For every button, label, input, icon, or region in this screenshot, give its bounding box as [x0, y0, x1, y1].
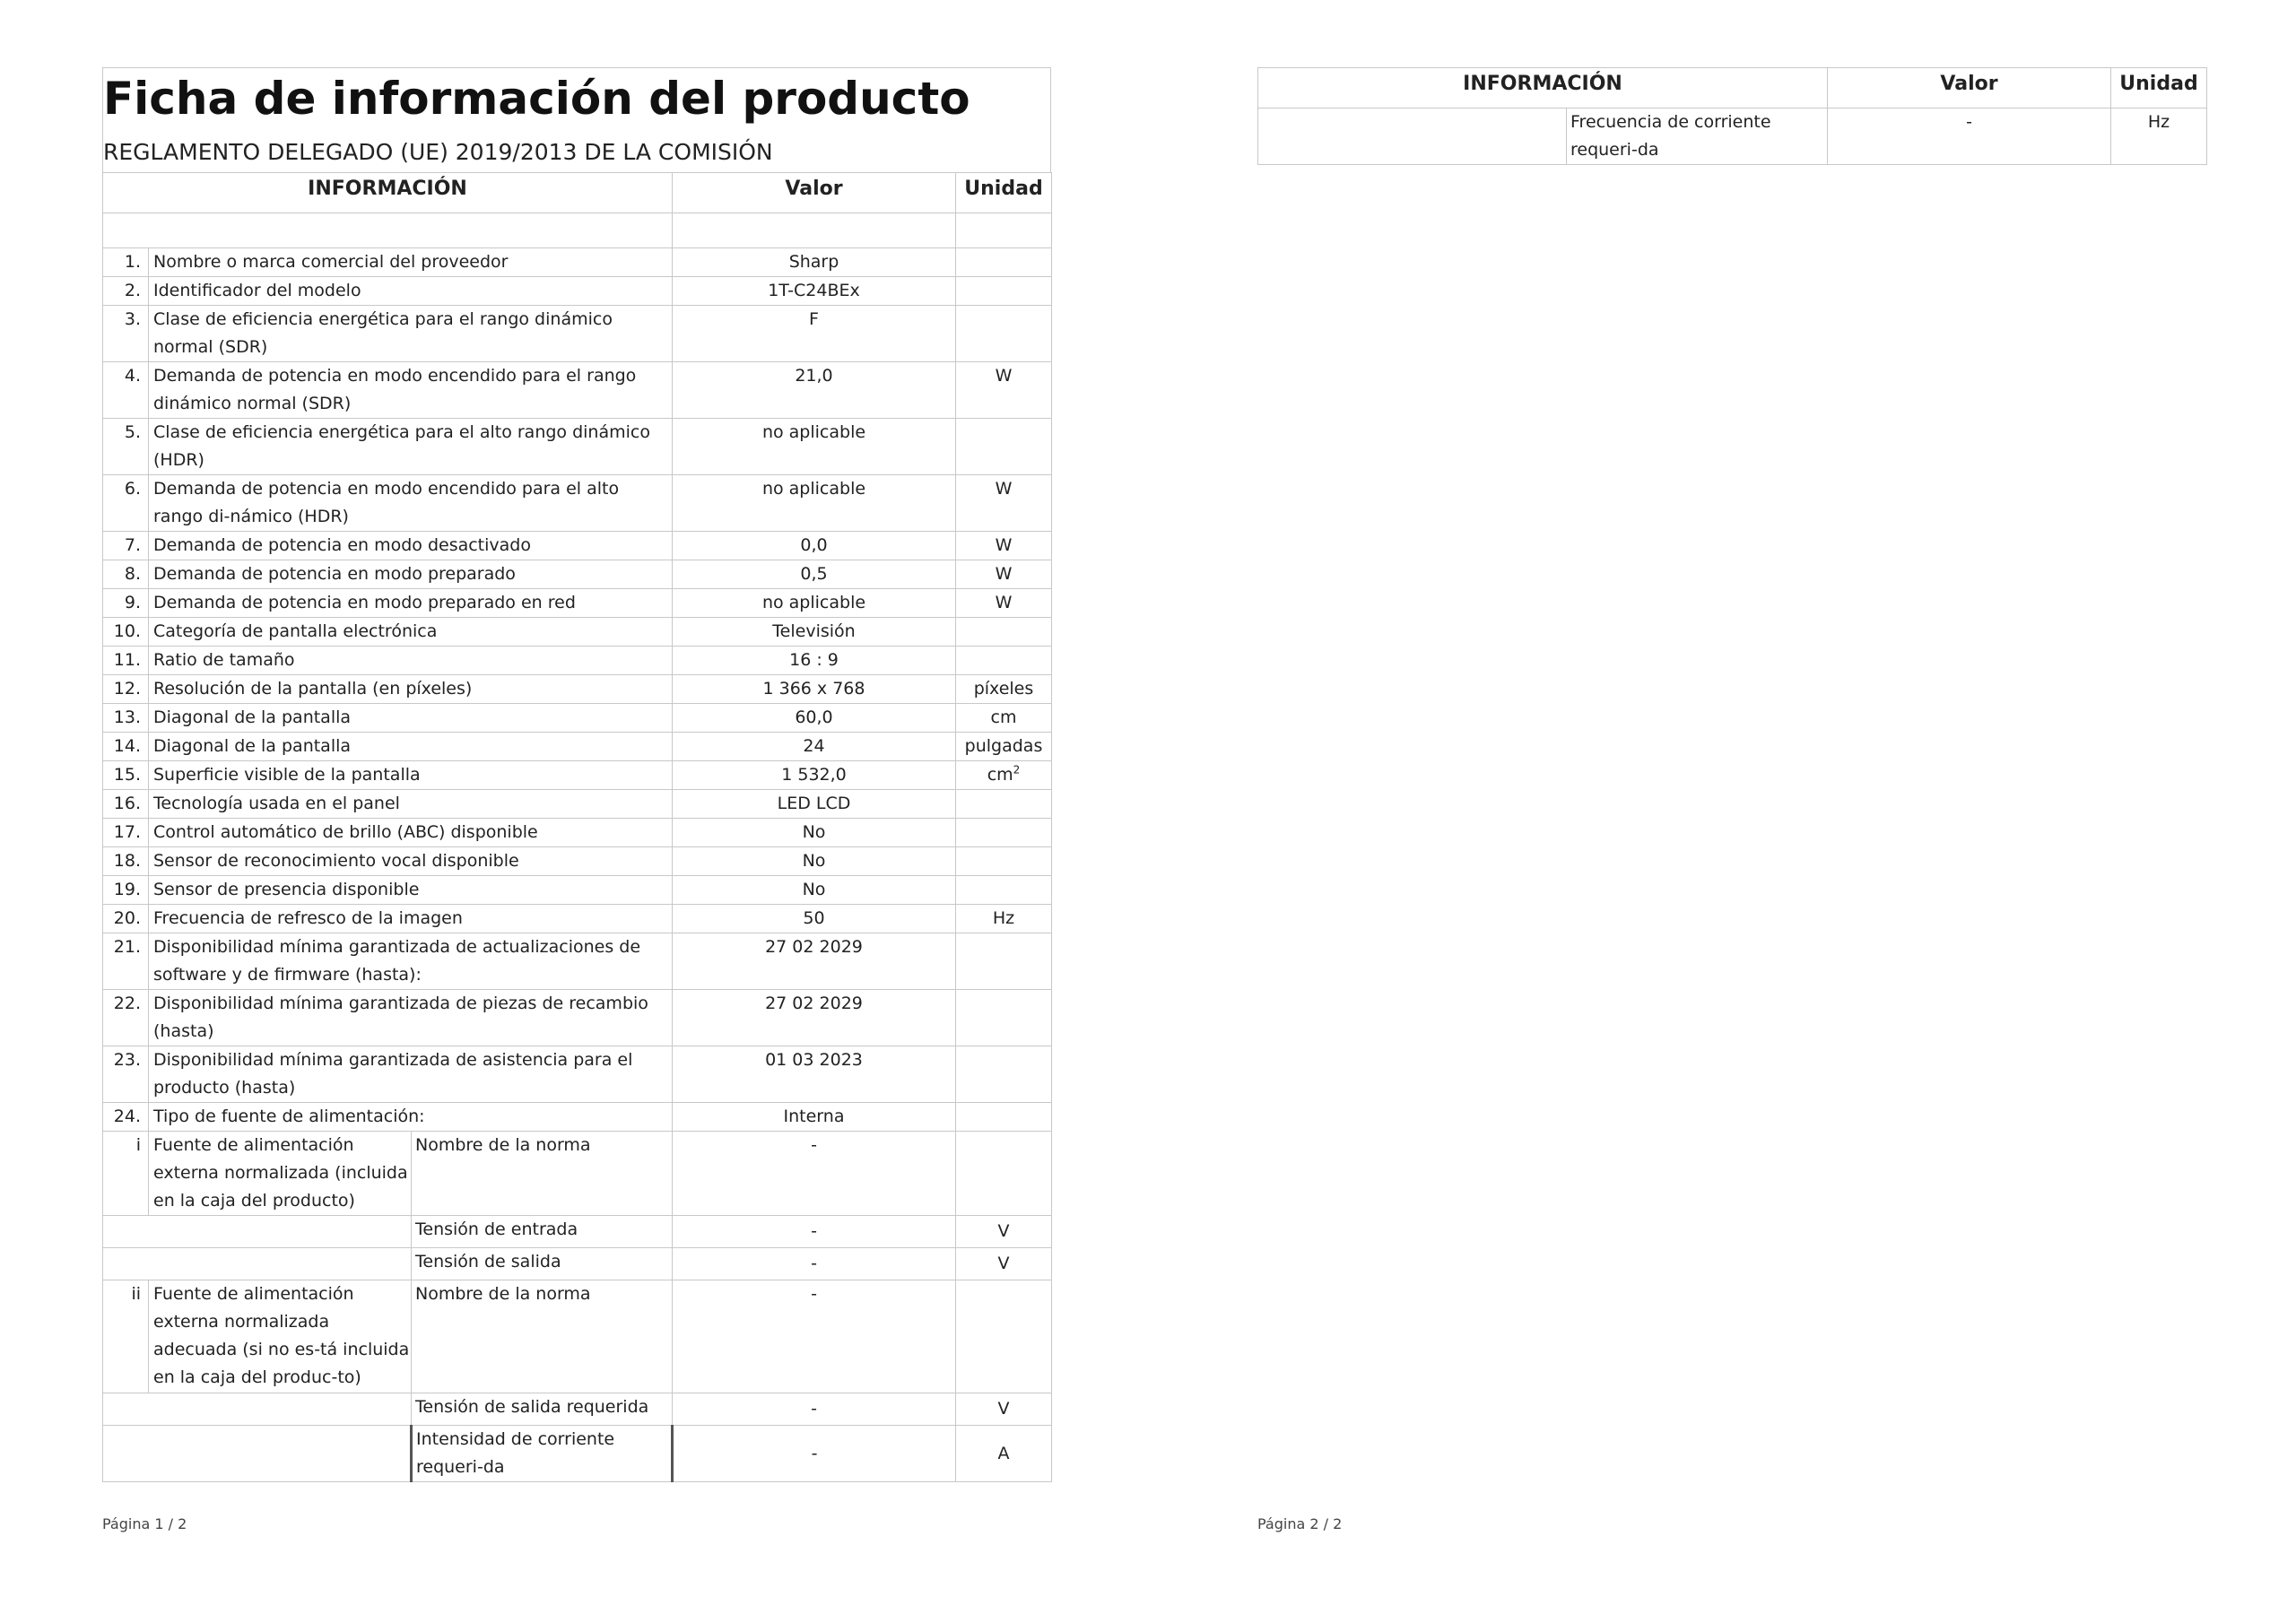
psu-label: Fuente de alimentación externa normalizada (incluida en la caja del producto) — [149, 1132, 412, 1216]
row-unit — [956, 876, 1052, 905]
row-label: Demanda de potencia en modo preparado en red — [149, 589, 673, 618]
row-label: Demanda de potencia en modo desactivado — [149, 532, 673, 560]
row-value: Interna — [673, 1103, 956, 1132]
row-value: - — [1828, 108, 2111, 165]
header-info: INFORMACIÓN — [103, 173, 673, 213]
table-row — [103, 647, 1052, 675]
table-row — [103, 990, 1052, 1046]
row-unit — [956, 761, 1052, 790]
unit-superscript: 2 — [1013, 763, 1021, 777]
row-label: Demanda de potencia en modo encendido para el rango dinámico normal (SDR) — [149, 362, 673, 419]
table-row — [103, 1103, 1052, 1132]
row-unit — [956, 933, 1052, 990]
row-value: - — [673, 1216, 956, 1248]
table-row — [103, 905, 1052, 933]
row-value: LED LCD — [673, 790, 956, 819]
row-number: 19. — [103, 876, 149, 905]
row-label: Categoría de pantalla electrónica — [149, 618, 673, 647]
row-value: no aplicable — [673, 589, 956, 618]
row-value: 21,0 — [673, 362, 956, 419]
product-info-table-continued — [1257, 67, 2207, 165]
row-unit: V — [956, 1393, 1052, 1426]
document-title: Ficha de información del producto — [103, 73, 970, 125]
header-unit: Unidad — [2111, 68, 2207, 108]
table-row — [103, 475, 1052, 532]
row-label: Tipo de fuente de alimentación: — [149, 1103, 673, 1132]
table-row — [103, 847, 1052, 876]
row-label: Clase de eficiencia energética para el alto rango dinámico (HDR) — [149, 419, 673, 475]
row-number: 8. — [103, 560, 149, 589]
row-label: Clase de eficiencia energética para el rango dinámico normal (SDR) — [149, 306, 673, 362]
psu-row — [103, 1132, 1052, 1216]
row-value: No — [673, 819, 956, 847]
document-subtitle: REGLAMENTO DELEGADO (UE) 2019/2013 DE LA COMISIÓN — [103, 139, 773, 165]
sub-label: Nombre de la norma — [412, 1132, 673, 1216]
table-row — [103, 532, 1052, 560]
row-unit — [956, 277, 1052, 306]
row-unit — [956, 1280, 1052, 1393]
row-unit — [956, 362, 1052, 419]
row-value: no aplicable — [673, 419, 956, 475]
row-value: Televisión — [673, 618, 956, 647]
row-value: F — [673, 306, 956, 362]
unit-text: W — [995, 593, 1013, 612]
row-value: 1 532,0 — [673, 761, 956, 790]
sub-label: Tensión de entrada — [412, 1216, 673, 1248]
psu-row — [103, 1216, 1052, 1248]
psu-label: Fuente de alimentación externa normalizada adecuada (si no es-tá incluida en la caja del produc-to) — [149, 1280, 412, 1393]
row-unit — [956, 306, 1052, 362]
unit-text: W — [995, 535, 1013, 555]
row-number: 14. — [103, 733, 149, 761]
header-value: Valor — [673, 173, 956, 213]
row-label: Diagonal de la pantalla — [149, 733, 673, 761]
row-value: 1T-C24BEx — [673, 277, 956, 306]
sub-label: Tensión de salida requerida — [412, 1393, 673, 1426]
header-value: Valor — [1828, 68, 2111, 108]
row-unit: Hz — [2111, 108, 2207, 165]
row-label: Superficie visible de la pantalla — [149, 761, 673, 790]
table-row — [103, 560, 1052, 589]
row-value: 16 : 9 — [673, 647, 956, 675]
row-number: 11. — [103, 647, 149, 675]
table-row — [103, 589, 1052, 618]
row-label: Ratio de tamaño — [149, 647, 673, 675]
empty-cell — [103, 1248, 412, 1280]
table-row — [103, 306, 1052, 362]
empty-cell — [103, 1216, 412, 1248]
unit-text: W — [995, 479, 1013, 499]
row-value: 0,0 — [673, 532, 956, 560]
row-number: 2. — [103, 277, 149, 306]
row-unit — [956, 1046, 1052, 1103]
row-number: 13. — [103, 704, 149, 733]
row-unit: A — [956, 1426, 1052, 1482]
unit-text: cm — [990, 707, 1017, 727]
table-row — [103, 362, 1052, 419]
row-label: Demanda de potencia en modo encendido para el alto rango di-námico (HDR) — [149, 475, 673, 532]
table-row — [103, 876, 1052, 905]
psu-row — [103, 1248, 1052, 1280]
row-unit — [956, 990, 1052, 1046]
row-label: Nombre o marca comercial del proveedor — [149, 248, 673, 277]
row-value: 50 — [673, 905, 956, 933]
row-unit — [956, 618, 1052, 647]
row-value: 01 03 2023 — [673, 1046, 956, 1103]
unit-text: píxeles — [973, 679, 1034, 699]
empty-cell — [103, 1426, 412, 1482]
row-value: - — [673, 1248, 956, 1280]
row-label: Control automático de brillo (ABC) disponible — [149, 819, 673, 847]
sub-label: Tensión de salida — [412, 1248, 673, 1280]
row-value: 27 02 2029 — [673, 990, 956, 1046]
row-number: 16. — [103, 790, 149, 819]
row-number: 15. — [103, 761, 149, 790]
row-label: Disponibilidad mínima garantizada de actualizaciones de software y de firmware (hasta): — [149, 933, 673, 990]
row-number: 12. — [103, 675, 149, 704]
row-label: Disponibilidad mínima garantizada de asistencia para el producto (hasta) — [149, 1046, 673, 1103]
row-unit — [956, 733, 1052, 761]
row-label: Sensor de reconocimiento vocal disponible — [149, 847, 673, 876]
row-value: no aplicable — [673, 475, 956, 532]
unit-text: cm — [987, 765, 1013, 785]
row-unit — [956, 819, 1052, 847]
table-row — [103, 618, 1052, 647]
row-number: 9. — [103, 589, 149, 618]
row-number: 7. — [103, 532, 149, 560]
row-number: 24. — [103, 1103, 149, 1132]
row-unit: V — [956, 1216, 1052, 1248]
row-label: Sensor de presencia disponible — [149, 876, 673, 905]
row-unit — [956, 475, 1052, 532]
product-info-table — [102, 172, 1052, 1482]
unit-text: pulgadas — [964, 736, 1043, 756]
unit-text: Hz — [992, 908, 1015, 928]
psu-number: i — [103, 1132, 149, 1216]
spacer-row — [103, 213, 1052, 248]
row-label: Identificador del modelo — [149, 277, 673, 306]
row-label: Frecuencia de refresco de la imagen — [149, 905, 673, 933]
table-header-row — [103, 173, 1052, 213]
row-value: 24 — [673, 733, 956, 761]
header-info: INFORMACIÓN — [1258, 68, 1828, 108]
row-value: 27 02 2029 — [673, 933, 956, 990]
title-box — [102, 67, 1051, 172]
row-number: 10. — [103, 618, 149, 647]
row-label: Resolución de la pantalla (en píxeles) — [149, 675, 673, 704]
header-unit: Unidad — [956, 173, 1052, 213]
row-label: Tecnología usada en el panel — [149, 790, 673, 819]
row-unit — [956, 905, 1052, 933]
row-number: 4. — [103, 362, 149, 419]
table-row — [103, 733, 1052, 761]
page-footer: Página 2 / 2 — [1257, 1515, 1343, 1532]
table-row — [103, 819, 1052, 847]
row-number: 23. — [103, 1046, 149, 1103]
row-value: Sharp — [673, 248, 956, 277]
row-value: No — [673, 876, 956, 905]
psu-row — [103, 1280, 1052, 1393]
unit-text: W — [995, 564, 1013, 584]
row-value: - — [673, 1393, 956, 1426]
row-value: - — [673, 1132, 956, 1216]
row-unit — [956, 589, 1052, 618]
row-number: 22. — [103, 990, 149, 1046]
row-value: No — [673, 847, 956, 876]
table-header-row — [1258, 68, 2207, 108]
row-label: Demanda de potencia en modo preparado — [149, 560, 673, 589]
row-unit — [956, 847, 1052, 876]
row-number: 21. — [103, 933, 149, 990]
table-row — [103, 1046, 1052, 1103]
row-label: Diagonal de la pantalla — [149, 704, 673, 733]
psu-row — [103, 1426, 1052, 1482]
table-body — [103, 213, 1052, 1482]
unit-text: W — [995, 366, 1013, 386]
table-row — [103, 675, 1052, 704]
row-unit — [956, 790, 1052, 819]
row-unit — [956, 248, 1052, 277]
row-number: 6. — [103, 475, 149, 532]
row-number: 18. — [103, 847, 149, 876]
table-row — [103, 790, 1052, 819]
table-row — [103, 761, 1052, 790]
sub-label: Frecuencia de corriente requeri-da — [1567, 108, 1828, 165]
table-row — [103, 277, 1052, 306]
table-row — [103, 248, 1052, 277]
row-value: - — [673, 1280, 956, 1393]
row-label: Disponibilidad mínima garantizada de piezas de recambio (hasta) — [149, 990, 673, 1046]
sub-label: Intensidad de corriente requeri-da — [412, 1426, 673, 1482]
psu-number: ii — [103, 1280, 149, 1393]
row-unit — [956, 704, 1052, 733]
table-row — [103, 704, 1052, 733]
row-number: 5. — [103, 419, 149, 475]
row-unit — [956, 1103, 1052, 1132]
row-unit: V — [956, 1248, 1052, 1280]
row-unit — [956, 560, 1052, 589]
row-number: 1. — [103, 248, 149, 277]
row-number: 3. — [103, 306, 149, 362]
row-value: 1 366 x 768 — [673, 675, 956, 704]
row-unit — [956, 532, 1052, 560]
row-unit — [956, 647, 1052, 675]
row-value: 0,5 — [673, 560, 956, 589]
table-row — [103, 933, 1052, 990]
table-row — [103, 419, 1052, 475]
row-unit — [956, 419, 1052, 475]
table-row — [1258, 108, 2207, 165]
row-number: 20. — [103, 905, 149, 933]
row-unit — [956, 675, 1052, 704]
row-value: 60,0 — [673, 704, 956, 733]
row-value: - — [673, 1426, 956, 1482]
row-number: 17. — [103, 819, 149, 847]
empty-cell — [103, 1393, 412, 1426]
sub-label: Nombre de la norma — [412, 1280, 673, 1393]
row-unit — [956, 1132, 1052, 1216]
page-footer: Página 1 / 2 — [102, 1515, 187, 1532]
psu-row — [103, 1393, 1052, 1426]
